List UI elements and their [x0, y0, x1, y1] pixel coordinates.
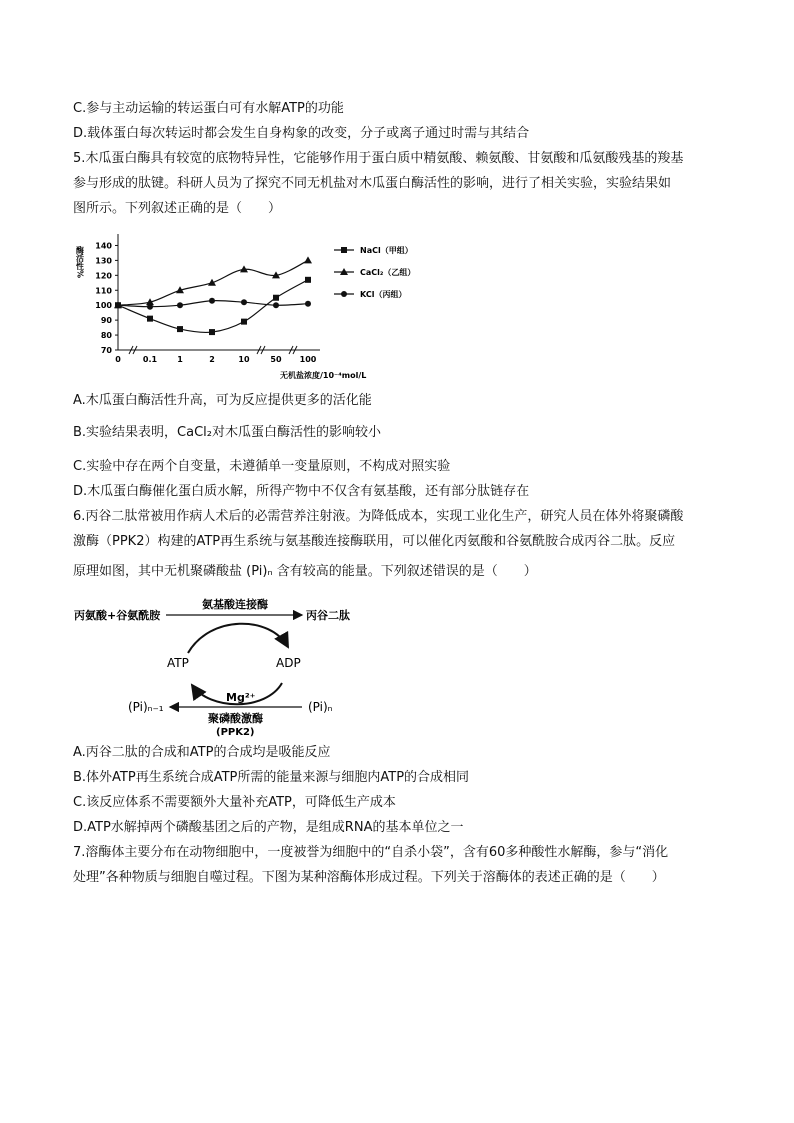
x-tick-label: 0: [115, 355, 121, 364]
x-tick-label: 1: [177, 355, 183, 364]
legend-label-triangle: CaCl₂（乙组）: [360, 268, 416, 277]
question-6-line-2: 激酶（PPK2）构建的ATP再生系统与氨基酸连接酶联用，可以催化丙氨酸和谷氨酰胺合成丙谷二肽。反应: [73, 534, 676, 549]
option-b-q5: B.实验结果表明，CaCl₂对木瓜蛋白酶活性的影响较小: [73, 425, 381, 440]
option-d-q5: D.木瓜蛋白酶催化蛋白质水解，所得产物中不仅含有氨基酸，还有部分肽链存在: [73, 484, 530, 499]
question-7-line-2: 处理”各种物质与细胞自噬过程。下图为某种溶酶体形成过程。下列关于溶酶体的表述正确的是（ ）: [73, 870, 665, 885]
question-5-line-3: 图所示。下列叙述正确的是（ ）: [73, 201, 282, 216]
ppk2-abbr-label: (PPK2): [216, 727, 255, 738]
legend-label-circle: KCl（丙组）: [360, 290, 407, 299]
data-point-square: [241, 319, 247, 325]
data-point-circle: [147, 304, 153, 310]
x-tick-label: 50: [270, 355, 282, 364]
y-tick-label: 130: [95, 256, 112, 266]
y-tick-label: 140: [95, 241, 112, 251]
x-tick-label: 100: [299, 355, 317, 364]
question-5-line-1: 5.木瓜蛋白酶具有较宽的底物特异性，它能够作用于蛋白质中精氨酸、赖氨酸、甘氨酸和瓜氨酸残基的羧基: [73, 151, 684, 166]
legend-marker-circle: [341, 291, 347, 297]
legend-label-square: NaCl（甲组）: [360, 246, 413, 255]
option-a-q6: A.丙谷二肽的合成和ATP的合成均是吸能反应: [73, 745, 331, 760]
y-tick-label: 90: [100, 316, 112, 326]
x-tick-label: 10: [238, 355, 250, 364]
data-point-triangle: [304, 256, 312, 263]
data-point-square: [177, 326, 183, 332]
question-6-line-1: 6.丙谷二肽常被用作病人术后的必需营养注射液。为降低成本，实现工业化生产，研究人员在体外将聚磷酸: [73, 509, 684, 524]
atp-label: ATP: [167, 656, 189, 670]
legend-marker-square: [341, 247, 347, 253]
ppk2-label: 聚磷酸激酶: [208, 712, 263, 725]
reaction-diagram-svg: [70, 595, 370, 740]
option-d-q4: D.载体蛋白每次转运时都会发生自身构象的改变，分子或离子通过时需与其结合: [73, 126, 530, 141]
data-point-circle: [177, 302, 183, 308]
pi-n-label: (Pi)ₙ: [308, 700, 333, 714]
y-tick-label: 120: [95, 271, 112, 281]
y-axis-label: 酶活性%: [75, 246, 85, 279]
data-point-circle: [115, 302, 121, 308]
data-point-square: [209, 329, 215, 335]
y-tick-label: 100: [95, 301, 112, 311]
reaction-diagram: [70, 595, 370, 744]
data-point-circle: [273, 302, 279, 308]
question-6-line-3: 原理如图，其中无机聚磷酸盐 (Pi)ₙ 含有较高的能量。下列叙述错误的是（ ）: [73, 564, 537, 579]
data-point-square: [305, 277, 311, 283]
product-label: 丙谷二肽: [306, 609, 350, 622]
x-tick-label: 2: [209, 355, 215, 364]
option-a-q5: A.木瓜蛋白酶活性升高，可为反应提供更多的活化能: [73, 393, 372, 408]
option-c-q5: C.实验中存在两个自变量，未遵循单一变量原则，不构成对照实验: [73, 459, 451, 474]
magnesium-label: Mg²⁺: [226, 691, 256, 704]
option-c-q4: C.参与主动运输的转运蛋白可有水解ATP的功能: [73, 101, 344, 116]
data-point-circle: [209, 298, 215, 304]
x-tick-label: 0.1: [142, 355, 158, 364]
data-point-square: [147, 316, 153, 322]
y-tick-label: 110: [95, 286, 112, 296]
data-point-circle: [305, 301, 311, 307]
data-point-square: [273, 295, 279, 301]
option-c-q6: C.该反应体系不需要额外大量补充ATP，可降低生产成本: [73, 795, 396, 810]
enzyme-activity-chart: [70, 228, 416, 387]
adp-label: ADP: [276, 656, 301, 670]
atp-to-adp-arrow: [188, 624, 288, 653]
x-axis-label: 无机盐浓度/10⁻⁴mol/L: [280, 371, 367, 380]
y-tick-label: 80: [100, 331, 112, 341]
option-d-q6: D.ATP水解掉两个磷酸基团之后的产物，是组成RNA的基本单位之一: [73, 820, 464, 835]
option-b-q6: B.体外ATP再生系统合成ATP所需的能量来源与细胞内ATP的合成相同: [73, 770, 470, 785]
pi-n-minus-1-label: (Pi)ₙ₋₁: [128, 700, 164, 714]
y-tick-label: 70: [100, 346, 112, 355]
chart-svg: [70, 228, 416, 383]
question-7-line-1: 7.溶酶体主要分布在动物细胞中，一度被誉为细胞中的“自杀小袋”，含有60多种酸性水解酶，参与“消化: [73, 845, 669, 860]
question-5-line-2: 参与形成的肽键。科研人员为了探究不同无机盐对木瓜蛋白酶活性的影响，进行了相关实验，实验结果如: [73, 176, 672, 191]
ligase-label: 氨基酸连接酶: [202, 598, 268, 611]
reactants-label: 丙氨酸+谷氨酰胺: [74, 609, 161, 622]
data-point-circle: [241, 299, 247, 305]
